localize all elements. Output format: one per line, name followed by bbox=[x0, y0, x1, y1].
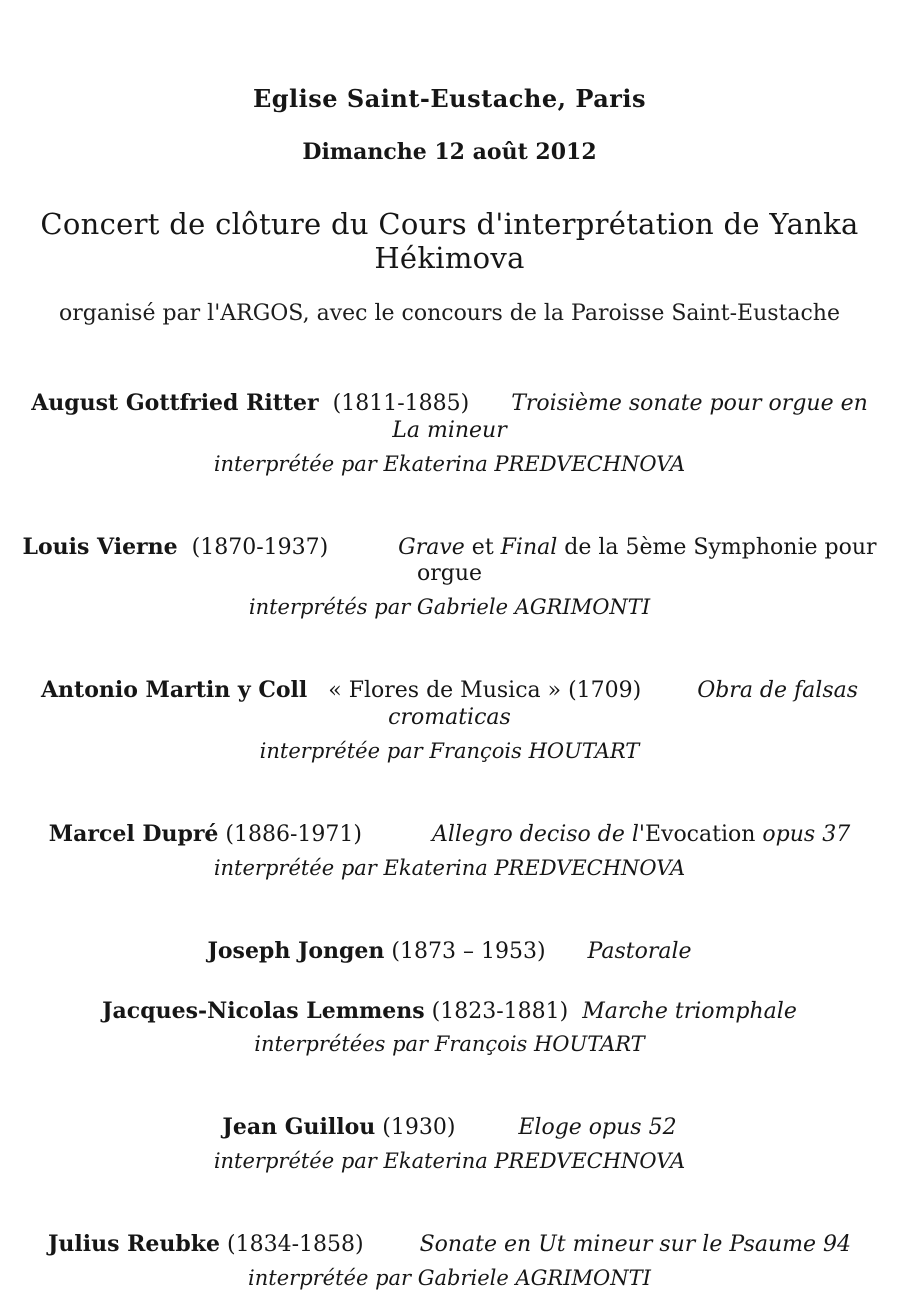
program-item-guillou bbox=[20, 1114, 880, 1173]
program-item-heading bbox=[20, 533, 884, 589]
program-item-heading bbox=[20, 1114, 880, 1142]
program-item-heading bbox=[20, 390, 880, 445]
heading-segment: (1834-1858) bbox=[220, 1232, 420, 1258]
program-item-performer: interprétées par François HOUTART bbox=[254, 1032, 645, 1057]
heading-segment: Joseph Jongen bbox=[207, 937, 385, 964]
heading-segment: Troisième sonate pour orgue en La mineur bbox=[392, 391, 875, 443]
heading-segment: Louis Vierne bbox=[22, 533, 178, 560]
heading-segment: Evocation bbox=[644, 821, 763, 847]
heading-segment: Jacques-Nicolas Lemmens bbox=[102, 997, 425, 1024]
program-item-heading bbox=[20, 1231, 880, 1259]
program-item-dupre bbox=[20, 821, 880, 880]
program-item-reubke bbox=[20, 1231, 880, 1290]
heading-segment: Jean Guillou bbox=[222, 1114, 376, 1141]
program-item-performer: interprétée par Ekaterina PREDVECHNOVA bbox=[213, 1149, 686, 1174]
heading-segment: Marche triomphale bbox=[582, 998, 797, 1024]
program-item-heading bbox=[20, 998, 880, 1026]
program-item-heading bbox=[20, 821, 880, 849]
program-item-performer: interprétée par Ekaterina PREDVECHNOVA bbox=[213, 451, 686, 476]
heading-segment: Obra de falsas cromaticas bbox=[388, 678, 866, 731]
page-title: Concert de clôture du Cours d'interprétation de Yanka Hékimova bbox=[40, 207, 859, 275]
heading-segment: August Gottfried Ritter bbox=[31, 390, 319, 416]
program-item-martin-y-coll bbox=[20, 677, 880, 763]
heading-segment: Pastorale bbox=[587, 938, 692, 964]
program-item-ritter bbox=[20, 390, 880, 476]
heading-segment: et bbox=[464, 534, 501, 560]
heading-segment: (1811-1885) bbox=[318, 391, 512, 416]
heading-segment: (1870-1937) bbox=[177, 534, 399, 560]
program-item-lemmens bbox=[20, 998, 880, 1057]
heading-segment: (1823-1881) bbox=[424, 998, 583, 1024]
program-item-heading bbox=[20, 677, 880, 732]
program-item-performer: interprétée par François HOUTART bbox=[259, 738, 640, 763]
heading-segment: Antonio Martin y Coll bbox=[40, 677, 308, 704]
heading-segment: de la 5ème Symphonie pour orgue bbox=[416, 534, 884, 587]
heading-segment: « Flores de Musica » (1709) bbox=[307, 678, 698, 704]
organizer-line: organisé par l'ARGOS, avec le concours de la Paroisse Saint-Eustache bbox=[58, 301, 840, 326]
program-item-vierne bbox=[20, 533, 884, 620]
program-item-performer: interprétée par Gabriele AGRIMONTI bbox=[248, 1266, 651, 1291]
heading-segment: Allegro deciso de l' bbox=[431, 821, 645, 847]
date-line: Dimanche 12 août 2012 bbox=[302, 139, 597, 165]
program-item-heading bbox=[20, 938, 880, 966]
heading-segment: Marcel Dupré bbox=[48, 820, 219, 847]
heading-segment: (1886-1971) bbox=[218, 821, 432, 847]
program-list bbox=[20, 390, 884, 1291]
heading-segment: (1930) bbox=[375, 1115, 519, 1141]
venue-line: Eglise Saint-Eustache, Paris bbox=[252, 84, 647, 113]
heading-segment: Julius Reubke bbox=[47, 1231, 221, 1258]
program-item-performer: interprétée par Ekaterina PREDVECHNOVA bbox=[213, 855, 686, 880]
heading-segment: Sonate en Ut mineur sur le Psaume 94 bbox=[419, 1232, 852, 1258]
heading-segment: opus 37 bbox=[762, 821, 851, 847]
program-item-jongen bbox=[20, 938, 880, 966]
heading-segment: Eloge opus 52 bbox=[518, 1115, 677, 1141]
program-item-performer: interprétés par Gabriele AGRIMONTI bbox=[248, 595, 651, 620]
heading-segment: Grave bbox=[398, 534, 465, 560]
heading-segment: Final bbox=[500, 534, 558, 560]
heading-segment: (1873 – 1953) bbox=[384, 938, 588, 964]
